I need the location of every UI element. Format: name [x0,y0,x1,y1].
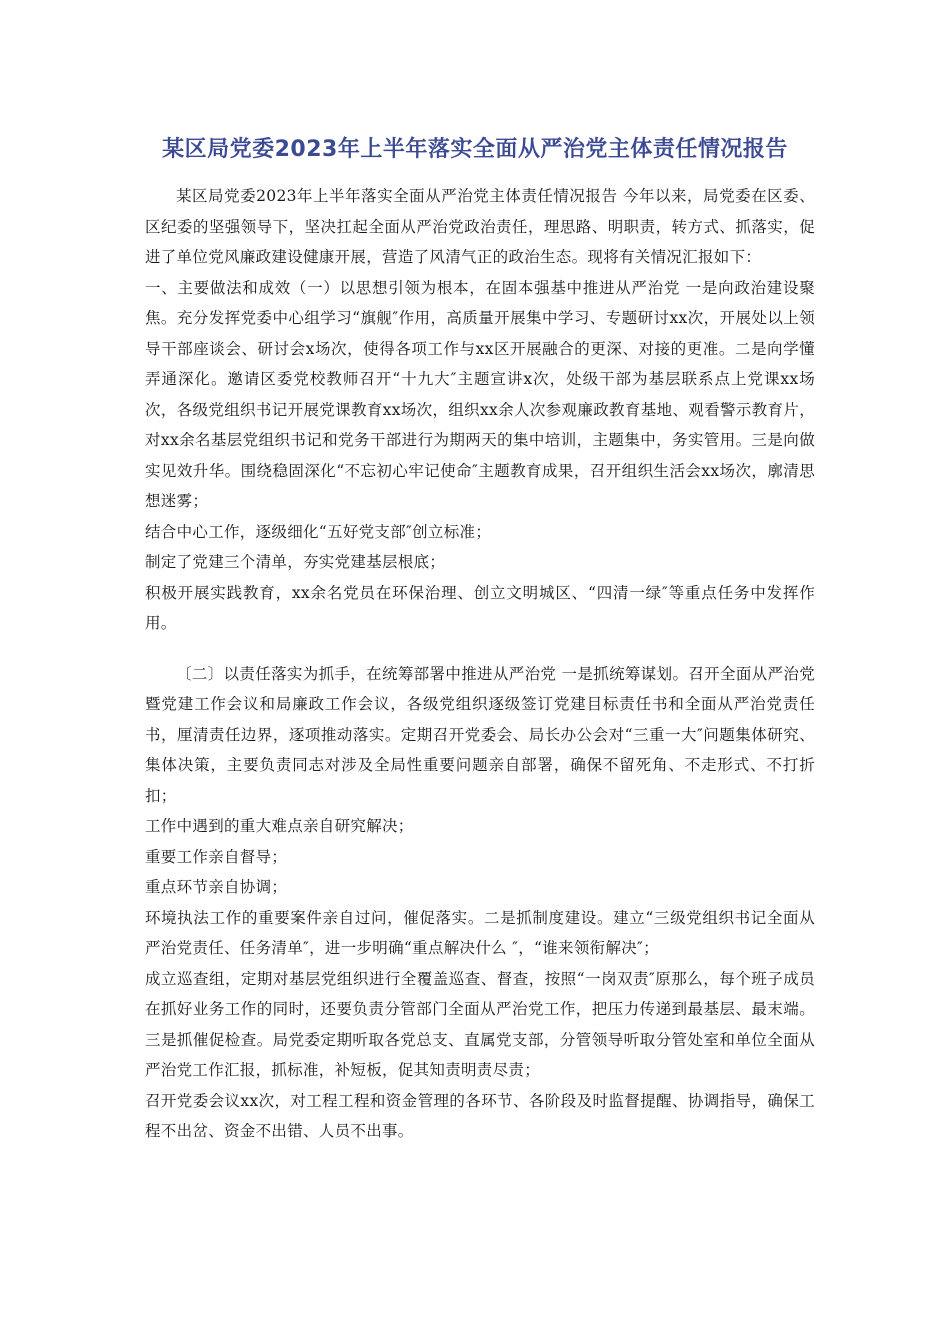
paragraph-line: 召开党委会议xx次，对工程工程和资金管理的各环节、各阶段及时监督提醒、协调指导，确保工程不出岔、资金不出错、人员不出事。 [145,1091,815,1140]
paragraph-intro: 某区局党委2023年上半年落实全面从严治党主体责任情况报告 今年以来，局党委在区委、区纪委的坚强领导下，坚决扛起全面从严治党政治责任，理思路、明职责，转方式、抓落实，促进了单位党风廉政建设健康开展，营造了风清气正的政治生态。现将有关情况汇报如下： [145,187,815,266]
paragraph-line: 重要工作亲自督导； [145,847,288,866]
paragraph-line: 重点环节亲自协调； [145,878,288,896]
paragraph-line: 制定了党建三个清单，夯实党建基层根底； [145,553,446,571]
document-title: 某区局党委2023年上半年落实全面从严治党主体责任情况报告 [162,137,788,162]
paragraph-section-two: 〔二〕以责任落实为抓手，在统筹部署中推进从严治党 一是抓统筹谋划。召开全面从严治党暨党建工作会议和局廉政工作会议，各级党组织逐级签订党建目标责任书和全面从严治党责任书，厘清责任边界，逐项推动落实。定期召开党委会、局长办公会对“三重一大″问题集体研究、集体决策，主要负责同志对涉及全局性重要问题亲自部署，确保不留死角、不走形式、不打折扣； [145,664,815,805]
paragraph-line: 积极开展实践教育，xx余名党员在环保治理、创立文明城区、“四清一绿″等重点任务中发挥作用。 [145,583,815,632]
paragraph-line: 环境执法工作的重要案件亲自过问，催促落实。二是抓制度建设。建立“三级党组织书记全面从严治党责任、任务清单″，进一步明确“重点解决什么 ″，“谁来领衔解决″； [145,908,815,957]
paragraph-line: 成立巡查组，定期对基层党组织进行全覆盖巡查、督查，按照“一岗双责″原那么，每个班子成员在抓好业务工作的同时，还要负责分管部门全面从严治党工作，把压力传递到最基层、最末端。三是抓催促检查。局党委定期听取各党总支、直属党支部，分管领导听取分管处室和单位全面从严治党工作汇报，抓标准，补短板，促其知责明责尽责； [145,969,815,1079]
paragraph-line: 工作中遇到的重大难点亲自研究解决； [145,817,414,835]
paragraph-line: 结合中心工作，逐级细化“五好党支部″创立标准； [145,522,492,541]
paragraph-gap [145,639,815,659]
document-body [145,181,815,1147]
paragraph-section-one: 一、主要做法和成效（一）以思想引领为根本，在固本强基中推进从严治党 一是向政治建设聚焦。充分发挥党委中心组学习“旗舰″作用，高质量开展集中学习、专题研讨xx次，开展处以上领导干部座谈会、研讨会x场次，使得各项工作与xx区开展融合的更深、对接的更准。二是向学懂弄通深化。邀请区委党校教师召开“十九大″主题宣讲x次，处级干部为基层联系点上党课xx场次，各级党组织书记开展党课教育xx场次，组织xx余人次参观廉政教育基地、观看警示教育片，对xx余名基层党组织书记和党务干部进行为期两天的集中培训，主题集中，务实管用。三是向做实见效升华。围绕稳固深化“不忘初心牢记使命″主题教育成果，召开组织生活会xx场次，廓清思想迷雾； [145,278,815,510]
